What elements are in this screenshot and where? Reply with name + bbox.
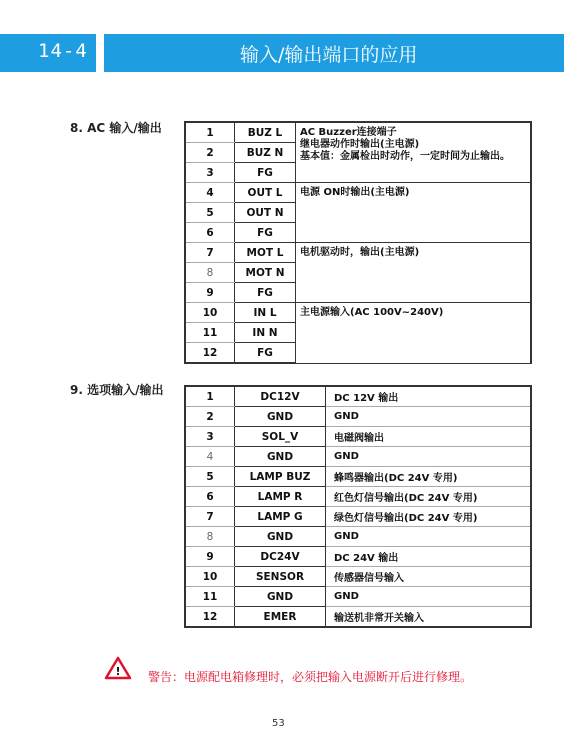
svg-text:!: ! — [115, 665, 121, 678]
table-row — [185, 587, 531, 607]
pin-name: GND — [235, 587, 326, 607]
pin-description: DC 24V 输出 — [326, 547, 532, 567]
desc-line: 电机驱动时，输出(主电源) — [300, 247, 420, 258]
row-number: 10 — [185, 567, 235, 587]
pin-name: FG — [235, 163, 296, 183]
pin-description: 电磁阀输出 — [326, 427, 532, 447]
row-number: 6 — [185, 223, 235, 243]
pin-name: BUZ N — [235, 143, 296, 163]
row-number: 12 — [185, 607, 235, 628]
pin-name: FG — [235, 283, 296, 303]
pin-name: DC24V — [235, 547, 326, 567]
pin-name: DC12V — [235, 386, 326, 407]
pin-description: 输送机非常开关输入 — [326, 607, 532, 628]
table-row — [185, 547, 531, 567]
row-number: 5 — [185, 467, 235, 487]
page-number: 53 — [272, 718, 285, 729]
page-title: 输入/输出端口的应用 — [240, 44, 418, 66]
table-row — [185, 427, 531, 447]
pin-name: IN L — [235, 303, 296, 323]
pin-description: 传感器信号输入 — [326, 567, 532, 587]
pin-name: SENSOR — [235, 567, 326, 587]
pin-name: LAMP G — [235, 507, 326, 527]
table-row — [185, 183, 531, 203]
row-number: 2 — [185, 143, 235, 163]
section8-label: 8. AC 输入/输出 — [70, 121, 162, 135]
pin-name: GND — [235, 447, 326, 467]
row-number: 8 — [185, 527, 235, 547]
row-number: 5 — [185, 203, 235, 223]
table-row — [185, 467, 531, 487]
group-description — [296, 303, 532, 364]
pin-name: MOT N — [235, 263, 296, 283]
pin-description: GND — [326, 587, 532, 607]
pin-name: GND — [235, 527, 326, 547]
pin-description: 蜂鸣器输出(DC 24V 专用) — [326, 467, 532, 487]
pin-description: GND — [326, 407, 532, 427]
row-number: 1 — [185, 122, 235, 143]
pin-name: BUZ L — [235, 122, 296, 143]
group-description — [296, 243, 532, 303]
row-number: 1 — [185, 386, 235, 407]
pin-name: FG — [235, 343, 296, 364]
warning-triangle-icon — [104, 656, 132, 680]
row-number: 11 — [185, 587, 235, 607]
row-number: 11 — [185, 323, 235, 343]
group-description — [296, 122, 532, 183]
desc-line: 基本值：金属检出时动作，一定时间为止输出。 — [300, 151, 510, 162]
row-number: 7 — [185, 243, 235, 263]
row-number: 9 — [185, 283, 235, 303]
pin-name: SOL_V — [235, 427, 326, 447]
table-row — [185, 447, 531, 467]
row-number: 12 — [185, 343, 235, 364]
pin-name: GND — [235, 407, 326, 427]
pin-description: DC 12V 输出 — [326, 386, 532, 407]
table-row — [185, 386, 531, 407]
desc-line: AC Buzzer连接端子 — [300, 127, 397, 138]
table-row — [185, 527, 531, 547]
table-row — [185, 122, 531, 143]
table-row — [185, 407, 531, 427]
pin-description: GND — [326, 527, 532, 547]
desc-line: 主电源输入(AC 100V~240V) — [300, 307, 444, 318]
row-number: 10 — [185, 303, 235, 323]
row-number: 9 — [185, 547, 235, 567]
desc-line: 继电器动作时输出(主电源) — [300, 139, 420, 150]
table-row — [185, 507, 531, 527]
row-number: 2 — [185, 407, 235, 427]
table-row — [185, 607, 531, 628]
pin-name: OUT N — [235, 203, 296, 223]
row-number: 3 — [185, 427, 235, 447]
option-io-table — [184, 385, 532, 628]
table-row — [185, 243, 531, 263]
pin-name: FG — [235, 223, 296, 243]
table-row — [185, 303, 531, 323]
pin-name: LAMP R — [235, 487, 326, 507]
pin-name: EMER — [235, 607, 326, 628]
pin-description: 红色灯信号输出(DC 24V 专用) — [326, 487, 532, 507]
row-number: 6 — [185, 487, 235, 507]
pin-description: 绿色灯信号输出(DC 24V 专用) — [326, 507, 532, 527]
row-number: 3 — [185, 163, 235, 183]
warning-text: 警告：电源配电箱修理时，必须把输入电源断开后进行修理。 — [148, 670, 473, 684]
desc-line: 电源 ON时输出(主电源) — [300, 187, 410, 198]
pin-name: IN N — [235, 323, 296, 343]
section-number: 14-4 — [38, 40, 88, 62]
row-number: 7 — [185, 507, 235, 527]
section9-label: 9. 选项输入/输出 — [70, 383, 164, 397]
row-number: 4 — [185, 183, 235, 203]
row-number: 8 — [185, 263, 235, 283]
pin-description: GND — [326, 447, 532, 467]
ac-io-table — [184, 121, 532, 364]
group-description — [296, 183, 532, 243]
table-row — [185, 567, 531, 587]
table-row — [185, 487, 531, 507]
pin-name: OUT L — [235, 183, 296, 203]
row-number: 4 — [185, 447, 235, 467]
pin-name: LAMP BUZ — [235, 467, 326, 487]
pin-name: MOT L — [235, 243, 296, 263]
